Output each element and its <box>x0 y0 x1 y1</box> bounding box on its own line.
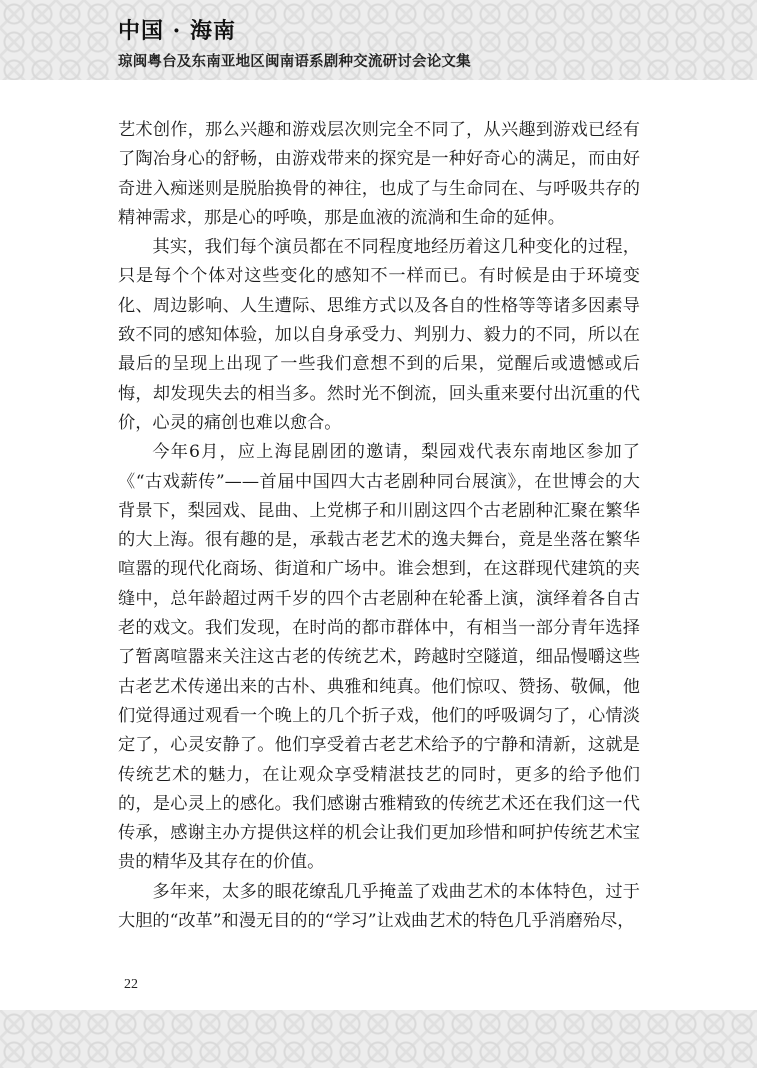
book-title: 中国 · 海南 <box>118 18 236 44</box>
article-body <box>118 116 640 936</box>
body-paragraph: 多年来，太多的眼花缭乱几乎掩盖了戏曲艺术的本体特色，过于大胆的“改革”和漫无目的的“学习”让戏曲艺术的特色几乎消磨殆尽， <box>118 881 640 932</box>
body-paragraph: 艺术创作，那么兴趣和游戏层次则完全不同了，从兴趣到游戏已经有了陶冶身心的舒畅，由游戏带来的探究是一种好奇心的满足，而由好奇进入痴迷则是脱胎换骨的神往，也成了与生命同在、与呼吸共存的精神需求，那是心的呼唤，那是血液的流淌和生命的延伸。 <box>118 120 640 228</box>
page-number: 22 <box>124 977 138 992</box>
body-paragraph: 其实，我们每个演员都在不同程度地经历着这几种变化的过程，只是每个个体对这些变化的感知不一样而已。有时候是由于环境变化、周边影响、人生遭际、思维方式以及各自的性格等等诸多因素导致不同的感知体验，加以自身承受力、判别力、毅力的不同，所以在最后的呈现上出现了一些我们意想不到的后果，觉醒后或遗憾或后悔，却发现失去的相当多。然时光不倒流，回头重来要付出沉重的代价，心灵的痛创也难以愈合。 <box>118 237 640 433</box>
book-subtitle: 琼闽粤台及东南亚地区闽南语系剧种交流研讨会论文集 <box>118 54 471 70</box>
body-paragraph: 今年6月，应上海昆剧团的邀请，梨园戏代表东南地区参加了《“古戏薪传”——首届中国四大古老剧种同台展演》，在世博会的大背景下，梨园戏、昆曲、上党梆子和川剧这四个古老剧种汇聚在繁华的大上海。很有趣的是，承载古老艺术的逸夫舞台，竟是坐落在繁华喧嚣的现代化商场、街道和广场中。谁会想到，在这群现代建筑的夹缝中，总年龄超过两千岁的四个古老剧种在轮番上演，演绎着各自古老的戏文。我们发现，在时尚的都市群体中，有相当一部分青年选择了暂离喧嚣来关注这古老的传统艺术，跨越时空隧道，细品慢嚼这些古老艺术传递出来的古朴、典雅和纯真。他们惊叹、赞扬、敬佩，他们觉得通过观看一个晚上的几个折子戏，他们的呼吸调匀了，心情淡定了，心灵安静了。他们享受着古老艺术给予的宁静和清新，这就是传统艺术的魅力，在让观众享受精湛技艺的同时，更多的给予他们的，是心灵上的感化。我们感谢古雅精致的传统艺术还在我们这一代传承，感谢主办方提供这样的机会让我们更加珍惜和呵护传统艺术宝贵的精华及其存在的价值。 <box>118 442 640 873</box>
footer-band <box>0 1010 757 1068</box>
